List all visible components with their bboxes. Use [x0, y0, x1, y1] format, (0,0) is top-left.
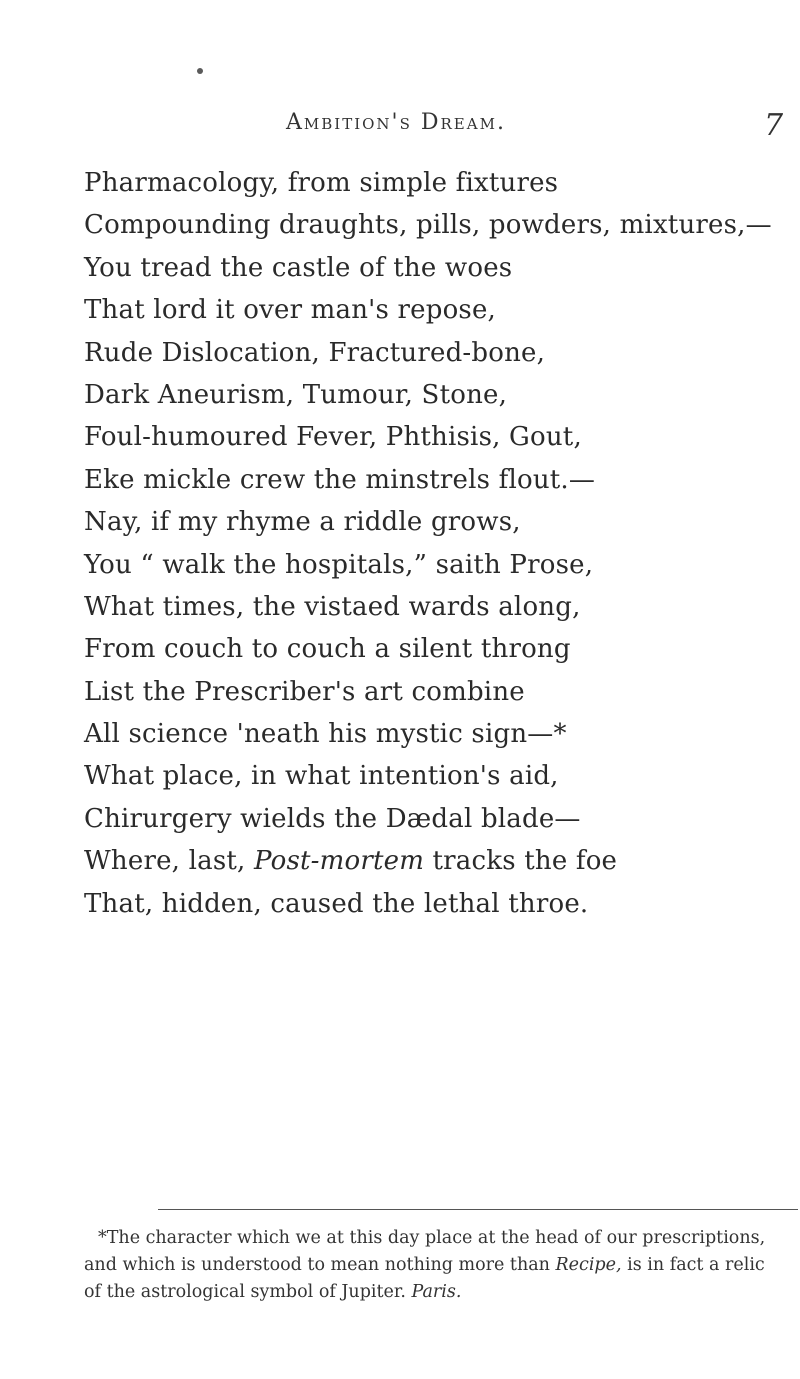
ink-dot: [197, 68, 203, 74]
footnote-text: is in fact a relic of the astrological symbol of Jupiter.: [84, 1255, 765, 1302]
poem-line: Eke mickle crew the minstrels flout.—: [84, 464, 596, 495]
poem-line: Compounding draughts, pills, powders, mixtures,—: [84, 210, 772, 241]
poem-line: List the Prescriber's art combine: [84, 676, 525, 707]
poem-line: What times, the vistaed wards along,: [84, 591, 581, 622]
running-head: [0, 108, 800, 143]
poem-line: You “ walk the hospitals,” saith Prose,: [84, 549, 594, 580]
poem-line: Pharmacology, from simple fixtures: [84, 168, 559, 198]
running-title: Ambition's Dream.: [286, 110, 506, 135]
italic-term: Post-mortem: [253, 846, 425, 877]
footnote: [84, 1225, 784, 1306]
poem-line-part: Where, last,: [84, 846, 246, 877]
poem-line: From couch to couch a silent throng: [84, 634, 571, 665]
poem-line: Nay, if my rhyme a riddle grows,: [84, 507, 521, 538]
footnote-source: Paris.: [411, 1282, 462, 1302]
poem-line: Dark Aneurism, Tumour, Stone,: [84, 379, 508, 410]
poem-line: What place, in what intention's aid,: [84, 761, 559, 792]
poem-line: Rude Dislocation, Fractured-bone,: [84, 337, 546, 368]
footnote-text: The character which we at this day place at the head of our prescriptions, and which is understood to mean nothing more than: [84, 1228, 766, 1275]
poem-line: All science 'neath his mystic sign—*: [84, 719, 567, 750]
page-number: 7: [764, 108, 784, 143]
footnote-paragraph: [84, 1225, 784, 1306]
footnote-rule: [158, 1209, 798, 1210]
footnote-italic: Recipe,: [555, 1255, 622, 1275]
poem-line: You tread the castle of the woes: [84, 252, 513, 283]
poem-line: Foul-humoured Fever, Phthisis, Gout,: [84, 422, 582, 453]
poem-line: [84, 840, 796, 882]
poem-line-part: tracks the foe: [432, 846, 618, 877]
poem-line: That, hidden, caused the lethal throe.: [84, 888, 589, 919]
footnote-marker: *: [98, 1228, 107, 1248]
poem: [84, 162, 796, 925]
poem-line: That lord it over man's repose,: [84, 295, 497, 326]
poem-line: Chirurgery wields the Dædal blade—: [84, 803, 581, 834]
